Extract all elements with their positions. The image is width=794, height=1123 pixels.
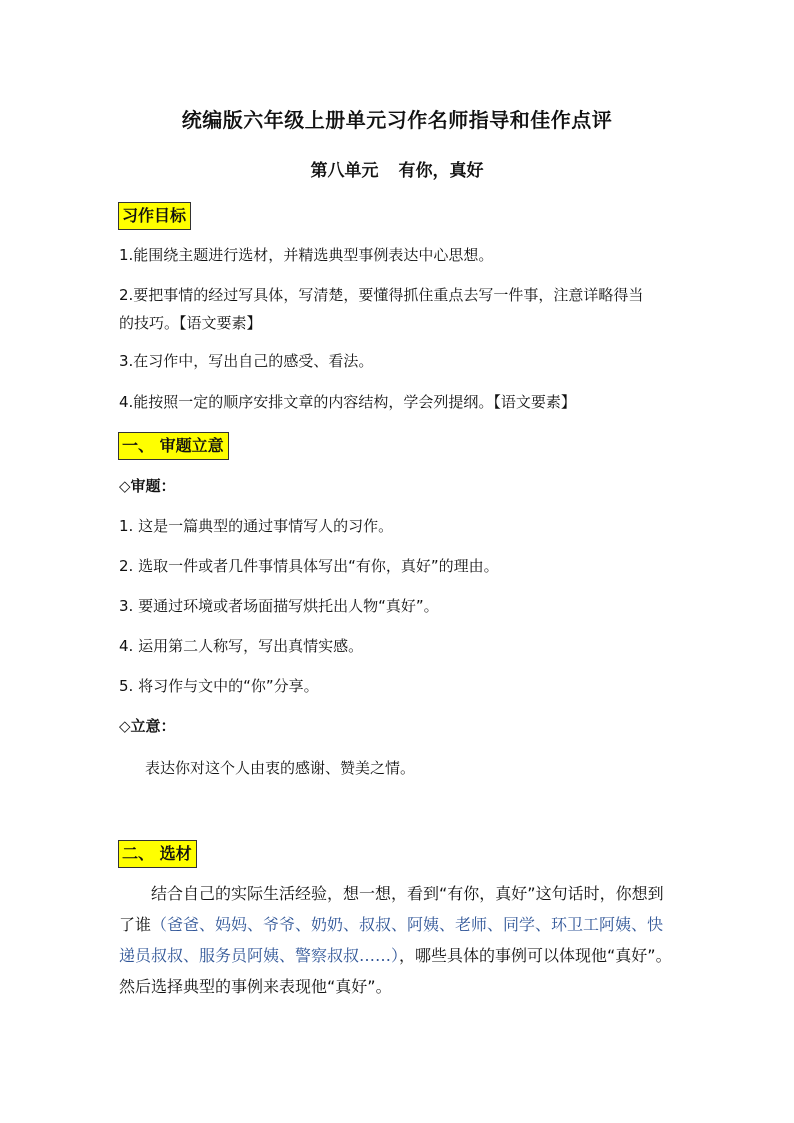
goal-item-2-cont: 的技巧。【语文要素】 bbox=[119, 314, 262, 332]
shenti-item-2: 2. 选取一件或者几件事情具体写出“有你，真好”的理由。 bbox=[119, 557, 499, 575]
shenti-item-4: 4. 运用第二人称写，写出真情实感。 bbox=[119, 637, 364, 655]
liyi-label: ◇立意： bbox=[119, 717, 176, 735]
selection-text-b: ，哪些具体的事例可以体现他“真好”。然后选择典型的事例来表现他“真好”。 bbox=[119, 946, 672, 996]
shenti-label: ◇审题： bbox=[119, 477, 176, 495]
unit-label: 第八单元 bbox=[310, 161, 379, 181]
goal-item-1: 1.能围绕主题进行选材，并精选典型事例表达中心思想。 bbox=[119, 246, 494, 264]
unit-subtitle bbox=[0, 156, 794, 181]
selection-examples: （爸爸、妈妈、爷爷、奶奶、叔叔、阿姨、老师、同学、环卫工阿姨、快递员叔叔、服务员阿姨、警察叔叔……） bbox=[119, 915, 664, 965]
section-heading-one: 一、 审题立意 bbox=[118, 432, 229, 460]
goal-item-2: 2.要把事情的经过写具体，写清楚，要懂得抓住重点去写一件事，注意详略得当 bbox=[119, 286, 644, 304]
section-heading-goal: 习作目标 bbox=[118, 202, 191, 230]
goal-item-4: 4.能按照一定的顺序安排文章的内容结构，学会列提纲。【语文要素】 bbox=[119, 393, 576, 411]
liyi-text: 表达你对这个人由衷的感谢、赞美之情。 bbox=[145, 759, 416, 777]
shenti-item-3: 3. 要通过环境或者场面描写烘托出人物“真好”。 bbox=[119, 597, 439, 615]
shenti-item-5: 5. 将习作与文中的“你”分享。 bbox=[119, 677, 319, 695]
unit-topic: 有你，真好 bbox=[398, 161, 484, 181]
selection-paragraph bbox=[119, 878, 675, 1002]
section-heading-two: 二、 选材 bbox=[118, 840, 197, 868]
document-title: 统编版六年级上册单元习作名师指导和佳作点评 bbox=[181, 108, 613, 132]
selection-text-a: 结合自己的实际生活经验，想一想，看到“有你，真好”这句话时，你想到了谁 bbox=[119, 884, 664, 934]
shenti-item-1: 1. 这是一篇典型的通过事情写人的习作。 bbox=[119, 517, 394, 535]
goal-item-3: 3.在习作中，写出自己的感受、看法。 bbox=[119, 352, 374, 370]
